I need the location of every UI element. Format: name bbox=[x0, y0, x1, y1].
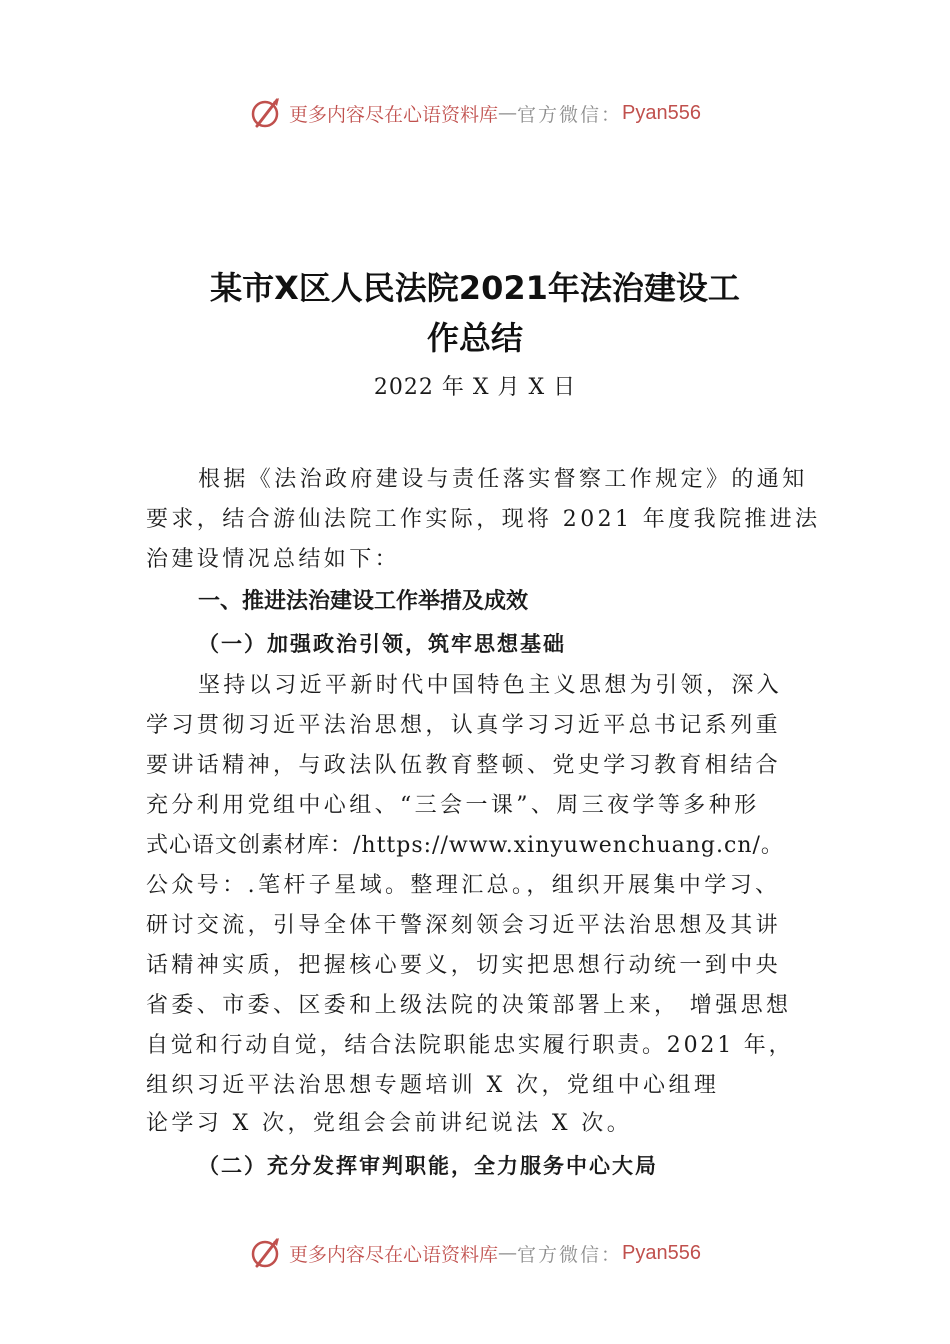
document-title-line2: 作总结 bbox=[426, 319, 523, 357]
watermark-separator: — bbox=[498, 102, 518, 124]
paragraph-line: 学习贯彻习近平法治思想，认真学习习近平总书记系列重 bbox=[146, 713, 782, 738]
watermark-wechat-id: Pyan556 bbox=[622, 1241, 701, 1264]
watermark-banner-bottom bbox=[0, 1233, 950, 1273]
watermark-separator: — bbox=[498, 1242, 518, 1264]
paragraph-line: 研讨交流，引导全体干警深刻领会习近平法治思想及其讲 bbox=[146, 913, 782, 938]
watermark-wechat-label: 官方微信： bbox=[517, 103, 623, 126]
paragraph-line: 公众号：.笔杆子星域。整理汇总。，组织开展集中学习、 bbox=[146, 873, 781, 898]
watermark-brand-text: 更多内容尽在心语资料库 bbox=[289, 1243, 499, 1266]
paragraph-line: 话精神实质，把握核心要义，切实把思想行动统一到中央 bbox=[146, 953, 782, 978]
paragraph-line: 要求，结合游仙法院工作实际，现将 2021 年度我院推进法 bbox=[146, 507, 821, 532]
pen-logo-icon bbox=[249, 1236, 283, 1270]
watermark-brand-text: 更多内容尽在心语资料库 bbox=[289, 103, 499, 126]
document-title-line1: 某市X区人民法院2021年法治建设工 bbox=[210, 269, 740, 307]
paragraph-line: 论学习 X 次，党组会会前讲纪说法 X 次。 bbox=[146, 1111, 633, 1136]
paragraph-line: 充分利用党组中心组、“三会一课”、周三夜学等多种形 bbox=[146, 793, 760, 818]
section-heading: 一、推进法治建设工作举措及成效 bbox=[198, 589, 529, 614]
subsection-heading: （一）加强政治引领，筑牢思想基础 bbox=[198, 631, 566, 656]
paragraph-line: 要讲话精神，与政法队伍教育整顿、党史学习教育相结合 bbox=[146, 753, 782, 778]
watermark-wechat-label: 官方微信： bbox=[517, 1243, 623, 1266]
document-date: 2022 年 X 月 X 日 bbox=[373, 375, 577, 400]
paragraph-line: 坚持以习近平新时代中国特色主义思想为引领，深入 bbox=[198, 673, 783, 698]
watermark-banner-top bbox=[0, 93, 950, 133]
watermark-wechat-id: Pyan556 bbox=[622, 101, 701, 124]
paragraph-line: 式心语文创素材库：/https://www.xinyuwenchuang.cn/。 bbox=[146, 833, 784, 858]
paragraph-line: 组织习近平法治思想专题培训 X 次，党组中心组理 bbox=[146, 1073, 720, 1098]
paragraph-line: 自觉和行动自觉，结合法院职能忠实履行职责。2021 年， bbox=[146, 1033, 794, 1058]
paragraph-line: 省委、市委、区委和上级法院的决策部署上来， 增强思想 bbox=[146, 993, 792, 1018]
subsection-heading: （二）充分发挥审判职能，全力服务中心大局 bbox=[198, 1153, 658, 1178]
paragraph-line: 根据《法治政府建设与责任落实督察工作规定》的通知 bbox=[198, 467, 808, 492]
pen-logo-icon bbox=[249, 96, 283, 130]
paragraph-line: 治建设情况总结如下： bbox=[146, 547, 401, 572]
